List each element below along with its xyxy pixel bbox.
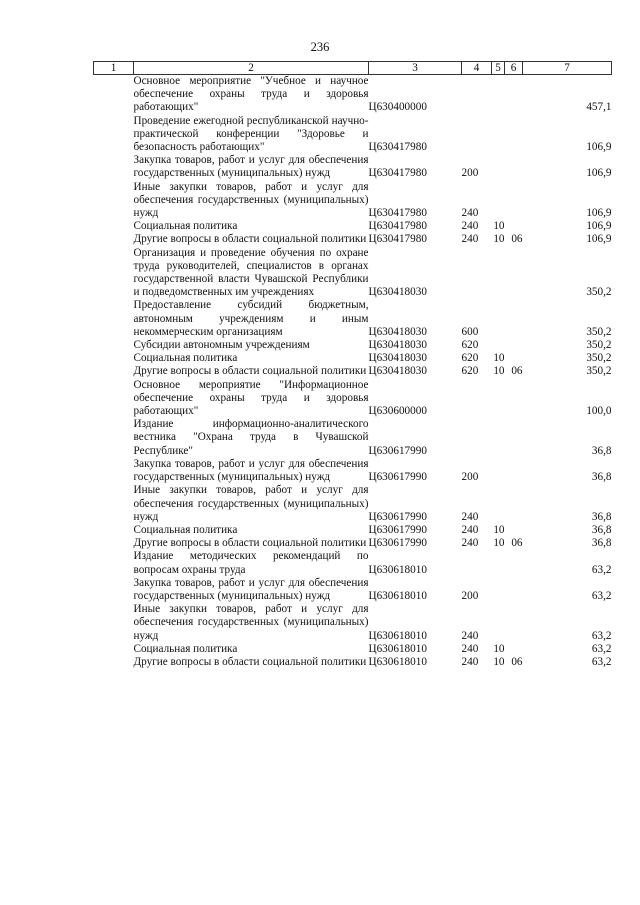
row-col-1 [94,365,134,378]
row-amount: 36,8 [591,471,612,484]
row-rz: 10 [493,365,505,378]
header-col-1: 1 [94,62,134,75]
row-col-1 [94,524,134,537]
row-rz [492,379,505,419]
row-name: Социальная политика [133,220,238,233]
row-name: Основное мероприятие "Учебное и научное обеспечение охраны труда и здоровья работающих" [133,75,369,114]
row-col-1 [94,550,134,576]
row-amount: 63,2 [591,563,612,576]
row-col-1 [94,484,134,524]
row-pr [505,603,523,643]
row-vr [462,75,492,115]
row-amount: 350,2 [586,339,612,352]
table-header [94,62,612,75]
table-row [94,656,612,669]
table-row [94,75,612,115]
header-col-5: 5 [492,62,505,75]
table-row [94,379,612,419]
row-name: Проведение ежегодной республиканской научно-практической конференции "Здоровье и безопасность работающих" [133,114,369,154]
row-code: Ц630618010 [368,629,427,642]
header-col-4: 4 [462,62,492,75]
row-col-1 [94,247,134,300]
row-code: Ц630418030 [368,286,427,299]
table-row [94,365,612,378]
row-amount: 106,9 [586,167,612,180]
budget-table [93,61,612,669]
row-name: Другие вопросы в области социальной политики [133,537,367,550]
row-name: Закупка товаров, работ и услуг для обеспечения государственных (муниципальных) нужд [133,154,369,180]
row-rz [492,603,505,643]
row-pr: 06 [511,537,523,550]
row-amount: 457,1 [586,101,612,114]
row-col-1 [94,537,134,550]
row-vr: 240 [461,642,479,655]
row-pr [505,379,523,419]
header-col-7: 7 [523,62,612,75]
row-rz [492,154,505,180]
row-vr: 240 [461,537,479,550]
table-row [94,247,612,300]
row-pr [505,115,523,155]
row-name: Издание информационно-аналитического вестника "Охрана труда в Чувашской Республике" [133,418,369,457]
table-row [94,418,612,458]
row-pr [505,299,523,339]
row-name: Иные закупки товаров, работ и услуг для обеспечения государственных (муниципальных) нужд [133,603,369,642]
table-row [94,181,612,221]
row-name: Предоставление субсидий бюджетным, автономным учреждениям и иным некоммерческим организациям [133,299,369,338]
row-amount: 63,2 [591,629,612,642]
row-pr [505,643,523,656]
table-row [94,524,612,537]
row-pr [505,524,523,537]
row-vr: 240 [461,233,479,246]
row-code: Ц630618010 [368,655,427,668]
row-col-1 [94,379,134,419]
row-amount: 100,0 [586,405,612,418]
row-pr [505,577,523,603]
row-code: Ц630418030 [368,339,427,352]
table-row [94,458,612,484]
page-number: 236 [310,40,330,54]
row-vr [462,379,492,419]
row-code: Ц630617990 [368,523,427,536]
row-code: Ц630617990 [368,537,427,550]
table-row [94,352,612,365]
row-rz [492,458,505,484]
row-col-1 [94,352,134,365]
row-vr: 240 [461,220,479,233]
header-row [94,62,612,75]
row-code: Ц630600000 [368,405,427,418]
row-vr: 620 [461,365,479,378]
row-rz [492,181,505,221]
row-rz: 10 [493,523,505,536]
row-name: Социальная политика [133,523,238,536]
row-vr: 240 [461,629,479,642]
row-vr [462,418,492,458]
row-rz: 10 [493,537,505,550]
row-code: Ц630418030 [368,365,427,378]
table-row [94,484,612,524]
row-amount: 350,2 [586,352,612,365]
row-col-1 [94,233,134,246]
row-name: Социальная политика [133,352,238,365]
row-rz [492,577,505,603]
row-rz [492,75,505,115]
row-pr [505,352,523,365]
row-pr: 06 [511,655,523,668]
table-row [94,550,612,576]
header-col-6: 6 [505,62,523,75]
row-code: Ц630417980 [368,141,427,154]
table-row [94,577,612,603]
table-row [94,339,612,352]
row-pr: 06 [511,365,523,378]
row-rz: 10 [493,352,505,365]
row-amount: 36,8 [591,444,612,457]
row-code: Ц630618010 [368,589,427,602]
row-rz: 10 [493,655,505,668]
row-vr: 200 [461,471,479,484]
row-amount: 36,8 [591,523,612,536]
row-name: Издание методических рекомендаций по вопросам охраны труда [133,550,369,576]
row-code: Ц630417980 [368,233,427,246]
row-name: Закупка товаров, работ и услуг для обеспечения государственных (муниципальных) нужд [133,457,369,484]
table-row [94,233,612,246]
row-col-1 [94,458,134,484]
table-body [94,75,612,670]
row-col-1 [94,577,134,603]
row-vr: 240 [461,655,479,668]
row-amount: 36,8 [591,537,612,550]
row-rz: 10 [493,220,505,233]
row-amount: 36,8 [591,510,612,523]
row-pr [505,484,523,524]
row-code: Ц630417980 [368,207,427,220]
row-vr: 240 [461,207,479,220]
row-amount: 106,9 [586,141,612,154]
row-rz [492,247,505,300]
row-name: Другие вопросы в области социальной политики [133,233,367,246]
row-name: Другие вопросы в области социальной политики [133,655,367,668]
row-amount: 350,2 [586,325,612,338]
row-vr: 240 [461,523,479,536]
row-amount: 106,9 [586,207,612,220]
row-col-1 [94,115,134,155]
row-rz: 10 [493,642,505,655]
row-code: Ц630617990 [368,444,427,457]
row-pr [505,418,523,458]
row-amount: 63,2 [591,589,612,602]
row-amount: 63,2 [591,655,612,668]
row-pr [505,181,523,221]
row-vr [462,115,492,155]
row-pr [505,550,523,576]
row-code: Ц630618010 [368,642,427,655]
row-rz [492,484,505,524]
row-col-1 [94,181,134,221]
table-row [94,299,612,339]
row-rz [492,339,505,352]
row-vr: 200 [461,167,479,180]
table-row [94,643,612,656]
row-amount: 350,2 [586,365,612,378]
row-col-1 [94,418,134,458]
header-col-2: 2 [134,62,369,75]
row-col-1 [94,154,134,180]
row-pr: 06 [511,233,523,246]
row-amount: 106,9 [586,220,612,233]
row-col-1 [94,603,134,643]
row-code: Ц630418030 [368,325,427,338]
row-amount: 350,2 [586,286,612,299]
table-row [94,603,612,643]
table-row [94,154,612,180]
row-pr [505,339,523,352]
row-name: Социальная политика [133,642,238,655]
row-col-1 [94,656,134,669]
row-code: Ц630617990 [368,510,427,523]
row-vr: 600 [461,325,479,338]
row-code: Ц630400000 [368,101,427,114]
row-pr [505,458,523,484]
row-vr: 620 [461,352,479,365]
row-name: Закупка товаров, работ и услуг для обеспечения государственных (муниципальных) нужд [133,576,369,602]
row-col-1 [94,220,134,233]
row-amount: 63,2 [591,642,612,655]
row-vr [462,550,492,576]
table-row [94,220,612,233]
row-name: Другие вопросы в области социальной политики [133,365,367,378]
row-code: Ц630618010 [368,563,427,576]
row-name: Основное мероприятие "Информационное обеспечение охраны труда и здоровья работающих" [133,378,369,418]
row-pr [505,154,523,180]
row-pr [505,75,523,115]
row-pr [505,220,523,233]
row-vr: 200 [461,589,479,602]
row-col-1 [94,339,134,352]
row-code: Ц630617990 [368,471,427,484]
row-rz [492,550,505,576]
row-name: Организация и проведение обучения по охране труда руководителей, специалистов в органах государственной власти Чувашской Республики и подведомственных им учреждениях [133,246,369,299]
row-rz [492,299,505,339]
row-name: Иные закупки товаров, работ и услуг для обеспечения государственных (муниципальных) нужд [133,180,369,220]
row-rz [492,115,505,155]
row-rz [492,418,505,458]
row-rz: 10 [493,233,505,246]
row-vr: 240 [461,510,479,523]
row-vr [462,247,492,300]
table-row [94,537,612,550]
row-amount: 106,9 [586,233,612,246]
table-row [94,115,612,155]
row-vr: 620 [461,339,479,352]
row-code: Ц630417980 [368,167,427,180]
row-col-1 [94,75,134,115]
row-name: Иные закупки товаров, работ и услуг для обеспечения государственных (муниципальных) нужд [133,484,369,523]
row-code: Ц630417980 [368,220,427,233]
row-col-1 [94,643,134,656]
row-pr [505,247,523,300]
row-name: Субсидии автономным учреждениям [133,339,310,352]
header-col-3: 3 [369,62,462,75]
row-col-1 [94,299,134,339]
row-code: Ц630418030 [368,352,427,365]
